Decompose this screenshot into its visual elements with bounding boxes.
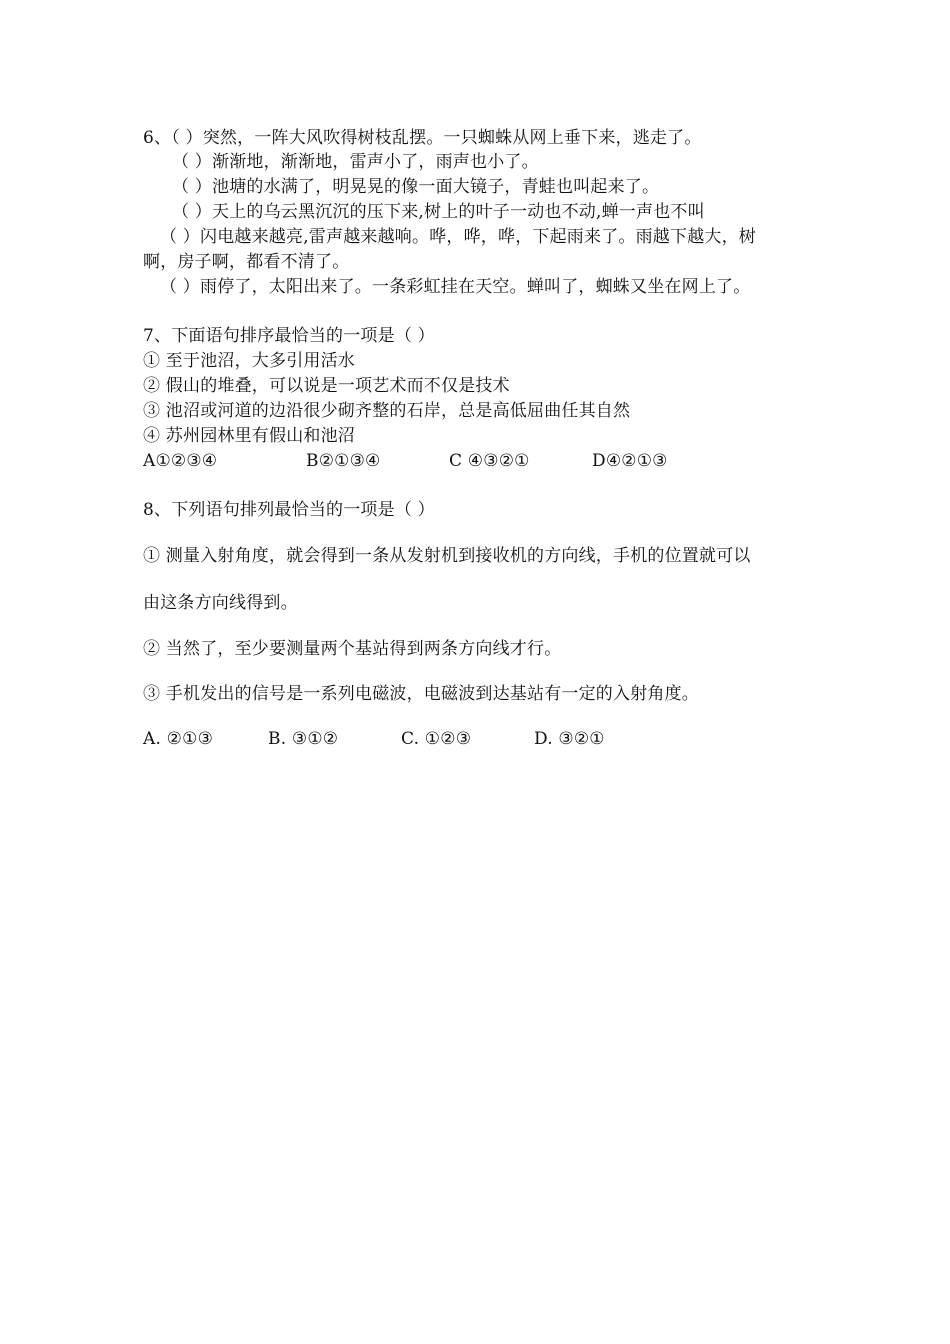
q6-line-2: （ ）渐渐地，渐渐地，雷声小了，雨声也小了。: [172, 152, 539, 172]
q8-sentence-1b: 由这条方向线得到。: [143, 593, 298, 613]
q7-option-b: B②①③④: [306, 451, 381, 471]
q6-line-1: 6、（ ）突然，一阵大风吹得树枝乱摆。一只蜘蛛从网上垂下来，逃走了。: [143, 128, 702, 148]
q7-stem: 7、下面语句排序最恰当的一项是（ ）: [143, 326, 435, 346]
q8-option-d: D. ③②①: [534, 729, 605, 749]
q8-options: [143, 728, 605, 750]
q8-option-a: A. ②①③: [143, 729, 214, 749]
q8-sentence-1a: ① 测量入射角度，就会得到一条从发射机到接收机的方向线，手机的位置就可以: [143, 546, 751, 566]
q6-line-7: （ ）雨停了，太阳出来了。一条彩虹挂在天空。蝉叫了，蜘蛛又坐在网上了。: [160, 277, 751, 297]
q7-sentence-4: ④ 苏州园林里有假山和池沼: [143, 426, 356, 446]
q7-options: [143, 450, 668, 472]
q8-option-b: B. ③①②: [268, 729, 339, 749]
q8-sentence-3: ③ 手机发出的信号是一系列电磁波，电磁波到达基站有一定的入射角度。: [143, 684, 700, 704]
q6-line-3: （ ）池塘的水满了，明晃晃的像一面大镜子，青蛙也叫起来了。: [172, 177, 660, 197]
q7-sentence-3: ③ 池沼或河道的边沿很少砌齐整的石岸，总是高低屈曲任其自然: [143, 401, 631, 421]
q7-sentence-2: ② 假山的堆叠，可以说是一项艺术而不仅是技术: [143, 376, 510, 396]
q7-option-a: A①②③④: [143, 451, 218, 471]
q6-line-6: 啊，房子啊，都看不清了。: [143, 252, 350, 272]
q8-sentence-2: ② 当然了，至少要测量两个基站得到两条方向线才行。: [143, 639, 562, 659]
q6-line-4: （ ）天上的乌云黑沉沉的压下来,树上的叶子一动也不动,蝉一声也不叫: [172, 202, 705, 222]
q7-sentence-1: ① 至于池沼，大多引用活水: [143, 351, 356, 371]
q8-stem: 8、下列语句排列最恰当的一项是（ ）: [143, 500, 435, 520]
q7-option-c: C ④③②①: [449, 451, 530, 471]
q7-option-d: D④②①③: [592, 451, 668, 471]
q8-option-c: C. ①②③: [401, 729, 472, 749]
q6-line-5: （ ）闪电越来越亮,雷声越来越响。哗，哗，哗，下起雨来了。雨越下越大，树: [160, 227, 757, 247]
